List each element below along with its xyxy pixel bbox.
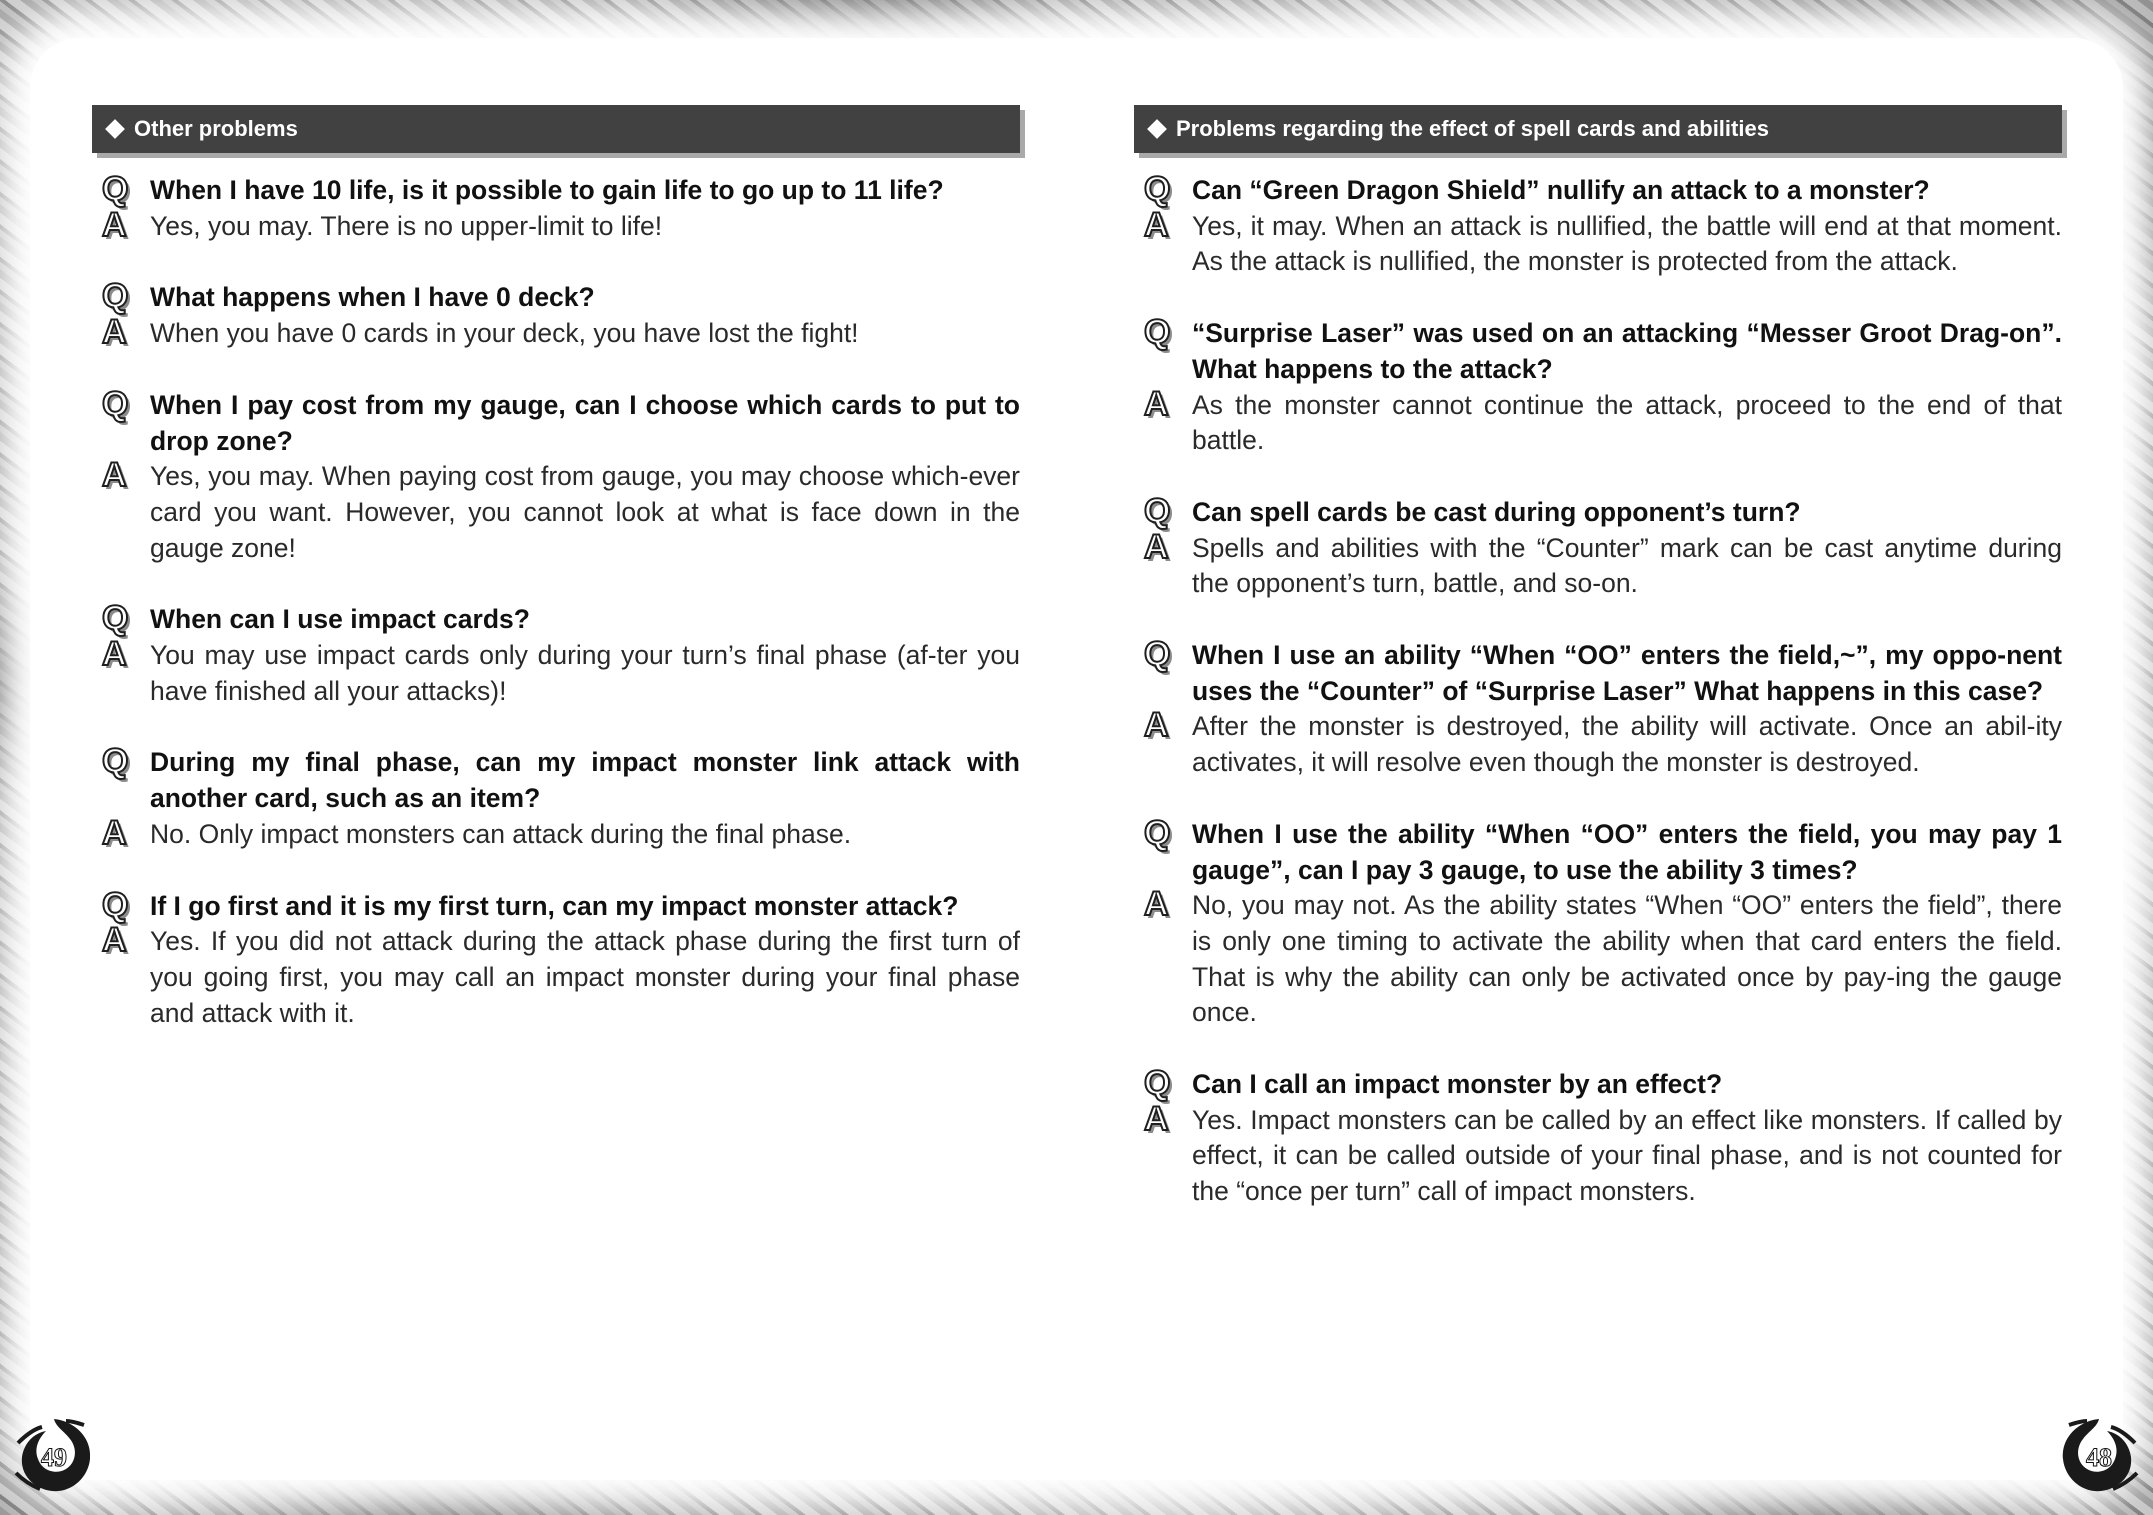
qa-item bbox=[1134, 813, 2062, 1031]
a-badge-icon: A bbox=[102, 813, 127, 852]
answer-text: Spells and abilities with the “Counter” mark can be cast anytime during the opponent’s turn, battle, and so-on. bbox=[1192, 532, 2062, 599]
qa-item bbox=[92, 885, 1020, 1032]
question-text: Can “Green Dragon Shield” nullify an attack to a monster? bbox=[1192, 175, 1930, 205]
answer-text: Yes, it may. When an attack is nullified, the battle will end at that moment. As the attack is nullified, the monster is protected from the attack. bbox=[1192, 210, 2062, 277]
answer-text: No. Only impact monsters can attack during the final phase. bbox=[150, 818, 852, 849]
question-text: When I pay cost from my gauge, can I choose which cards to put to drop zone? bbox=[150, 389, 1020, 456]
answer-text: As the monster cannot continue the attack, proceed to the end of that battle. bbox=[1192, 389, 2062, 456]
right-page bbox=[1134, 105, 2062, 1246]
answer-text: You may use impact cards only during your turn’s final phase (af-ter you have finished all your attacks)! bbox=[150, 640, 1020, 706]
q-badge-icon: Q bbox=[1144, 813, 1171, 852]
qa-item bbox=[1134, 170, 2062, 280]
qa-item bbox=[1134, 313, 2062, 459]
section-title: Problems regarding the effect of spell cards and abilities bbox=[1176, 116, 1769, 141]
qa-item bbox=[1134, 491, 2062, 602]
left-page bbox=[92, 105, 1020, 1067]
a-badge-icon: A bbox=[1144, 384, 1169, 423]
a-badge-icon: A bbox=[102, 921, 127, 960]
q-badge-icon: Q bbox=[1144, 170, 1171, 208]
qa-item bbox=[92, 742, 1020, 852]
question-text: When I have 10 life, is it possible to gain life to go up to 11 life? bbox=[150, 175, 944, 205]
page-number-badge bbox=[2057, 1413, 2141, 1497]
question-text: When can I use impact cards? bbox=[150, 604, 530, 635]
q-badge-icon: Q bbox=[102, 384, 129, 423]
a-badge-icon: A bbox=[1144, 1099, 1169, 1138]
q-badge-icon: Q bbox=[1144, 635, 1171, 674]
q-badge-icon: Q bbox=[102, 170, 129, 208]
q-badge-icon: Q bbox=[1144, 491, 1171, 530]
answer-text: When you have 0 cards in your deck, you have lost the fight! bbox=[150, 318, 859, 349]
q-badge-icon: Q bbox=[102, 599, 129, 638]
a-badge-icon: A bbox=[102, 456, 127, 495]
q-badge-icon: Q bbox=[102, 885, 129, 924]
question-text: “Surprise Laser” was used on an attacking “Messer Groot Drag-on”. What happens to the attack? bbox=[1192, 318, 2062, 384]
page-number: 49 bbox=[41, 1443, 67, 1472]
a-badge-icon: A bbox=[1144, 706, 1169, 745]
answer-text: Yes. If you did not attack during the attack phase during the first turn of you going first, you may call an impact monster during your final phase and attack with it. bbox=[150, 926, 1020, 1028]
qa-item bbox=[1134, 635, 2062, 781]
question-text: What happens when I have 0 deck? bbox=[150, 282, 595, 313]
qa-item bbox=[92, 384, 1020, 567]
question-text: When I use the ability “When “OO” enters the field, you may pay 1 gauge”, can I pay 3 gauge, to use the ability 3 times? bbox=[1192, 818, 2062, 885]
q-badge-icon: Q bbox=[102, 277, 129, 316]
answer-text: Yes, you may. There is no upper-limit to life! bbox=[150, 210, 663, 241]
page-number: 48 bbox=[2086, 1443, 2112, 1472]
a-badge-icon: A bbox=[102, 205, 127, 244]
section-header bbox=[1134, 105, 2062, 153]
question-text: Can I call an impact monster by an effect? bbox=[1192, 1069, 1723, 1100]
question-text: Can spell cards be cast during opponent’s turn? bbox=[1192, 496, 1801, 527]
answer-text: Yes. Impact monsters can be called by an effect like monsters. If called by effect, it can be called outside of your final phase, and is not counted for the “once per turn” call of impact monsters. bbox=[1192, 1104, 2062, 1207]
answer-text: No, you may not. As the ability states “When “OO” enters the field”, there is only one timing to activate the ability when that card enters the field. That is why the ability can only be activated once by pay-ing the gauge once. bbox=[1192, 890, 2062, 1028]
qa-item bbox=[1134, 1064, 2062, 1210]
q-badge-icon: Q bbox=[1144, 1064, 1171, 1103]
q-badge-icon: Q bbox=[1144, 313, 1171, 352]
q-badge-icon: Q bbox=[102, 742, 129, 781]
qa-item bbox=[92, 170, 1020, 244]
question-text: When I use an ability “When “OO” enters the field,~”, my oppo-nent uses the “Counter” of “Surprise Laser” What happens in this case? bbox=[1192, 640, 2062, 706]
qa-item bbox=[92, 599, 1020, 709]
a-badge-icon: A bbox=[102, 635, 127, 674]
page-number-badge bbox=[12, 1413, 96, 1497]
section-title: Other problems bbox=[134, 116, 298, 141]
a-badge-icon: A bbox=[102, 313, 127, 352]
diamond-icon bbox=[105, 119, 125, 139]
question-text: During my final phase, can my impact monster link attack with another card, such as an item? bbox=[150, 747, 1020, 814]
a-badge-icon: A bbox=[1144, 527, 1169, 566]
a-badge-icon: A bbox=[1144, 885, 1169, 924]
question-text: If I go first and it is my first turn, can my impact monster attack? bbox=[150, 890, 959, 921]
answer-text: Yes, you may. When paying cost from gauge, you may choose which-ever card you want. However, you cannot look at what is face down in the gauge zone! bbox=[150, 461, 1020, 563]
qa-item bbox=[92, 277, 1020, 352]
a-badge-icon: A bbox=[1144, 205, 1169, 244]
diamond-icon bbox=[1147, 119, 1167, 139]
answer-text: After the monster is destroyed, the ability will activate. Once an abil-ity activates, it will resolve even though the monster is destroyed. bbox=[1192, 711, 2062, 778]
section-header bbox=[92, 105, 1020, 153]
